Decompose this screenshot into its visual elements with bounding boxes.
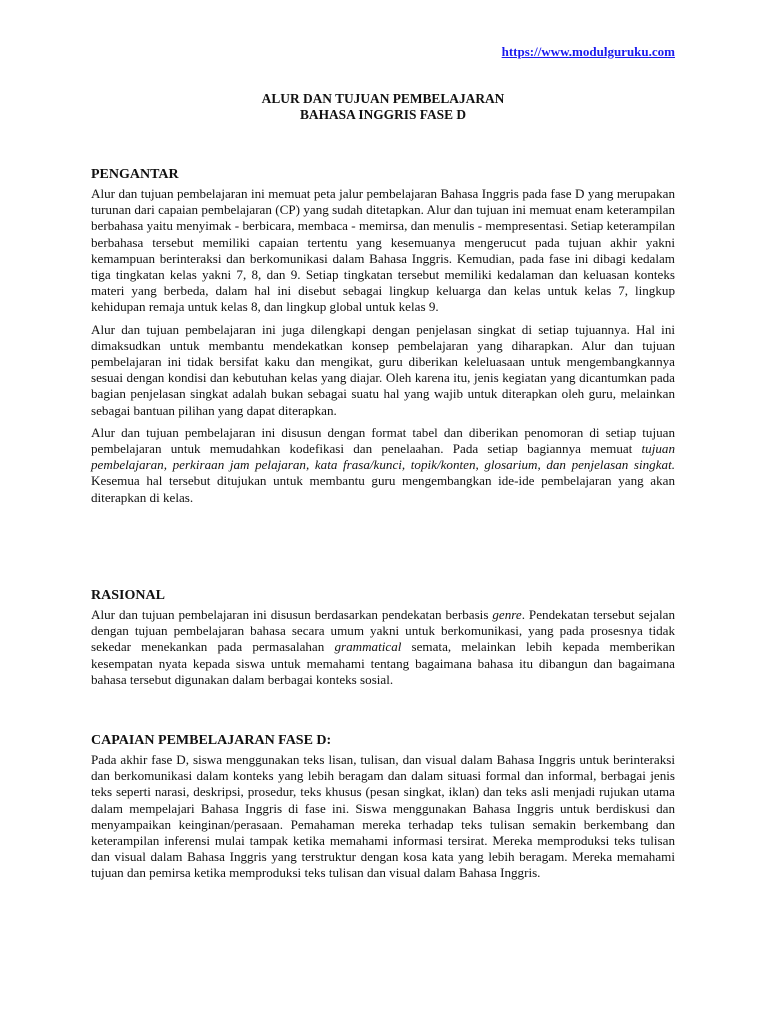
- rasional-text-genre: genre: [492, 607, 522, 622]
- pengantar-paragraph-2: Alur dan tujuan pembelajaran ini juga dilengkapi dengan penjelasan singkat di setiap tujuannya. Hal ini dimaksudkan untuk membantu mendekatkan konsep pembelajaran yang diharapkan. Alur dan tujuan pembelajaran ini tidak bersifat kaku dan mengikat, guru diberikan keleluasaan untuk mengembangkannya sesuai dengan kondisi dan kebutuhan kelas yang diajar. Oleh karena itu, jenis kegiatan yang dicantumkan pada bagian penjelasan singkat adalah bukan sebagai suatu hal yang wajib untuk diterapkan oleh guru, melainkan sebagai bantuan pilihan yang dapat diterapkan.: [91, 321, 675, 418]
- section-pengantar: [91, 166, 675, 512]
- header-website-link[interactable]: https://www.modulguruku.com: [501, 44, 675, 59]
- rasional-text-grammatical: grammatical: [334, 639, 402, 655]
- title-line-2: BAHASA INGGRIS FASE D: [299, 107, 467, 122]
- pengantar-paragraph-3: [91, 425, 675, 506]
- title-line-1: ALUR DAN TUJUAN PEMBELAJARAN: [261, 91, 505, 106]
- section-heading-rasional: RASIONAL: [91, 588, 165, 603]
- rasional-text-c: semata, melainkan lebih kepada memberikan kesempatan nyata kepada siswa untuk memahami tentang bagaimana bahasa itu dibangun dan bagaimana bahasa tersebut digunakan dalam berbagai konteks sosial.: [91, 639, 675, 687]
- document-title: [91, 91, 675, 123]
- section-heading-capaian: CAPAIAN PEMBELAJARAN FASE D:: [91, 733, 332, 748]
- section-capaian: [91, 732, 675, 888]
- p3-text-italic: tujuan pembelajaran, perkiraan jam pelajaran, kata frasa/kunci, topik/konten, glosarium, dan penjelasan singkat.: [91, 441, 675, 473]
- section-rasional: [91, 587, 675, 694]
- p3-text-start: Alur dan tujuan pembelajaran ini disusun dengan format tabel dan diberikan penomoran di setiap tujuan pembelajaran untuk memudahkan kodefikasi dan penelaahan. Pada setiap bagiannya memuat: [91, 424, 675, 457]
- pengantar-paragraph-1: Alur dan tujuan pembelajaran ini memuat peta jalur pembelajaran Bahasa Inggris pada fase D yang merupakan turunan dari capaian pembelajaran (CP) yang sudah ditetapkan. Alur dan tujuan ini memuat enam keterampilan berbahasa yaitu menyimak - berbicara, membaca - memirsa, dan menulis - mempresentasi. Setiap keterampilan berbahasa tersebut memiliki capaian tertentu yang kesemuanya mengerucut pada tujuan akhir yakni kemampuan berinteraksi dan berkomunikasi dalam Bahasa Inggris. Kemudian, pada fase ini dibagi kedalam tiga tingkatan kelas yakni 7, 8, dan 9. Setiap tingkatan tersebut memiliki kedalaman dan keluasan konteks materi yang berbeda, dalam hal ini disebut sebagai lingkup keluarga dan kelas untuk kelas 7, lingkup kehidupan remaja untuk kelas 8, dan lingkup global untuk kelas 9.: [91, 186, 675, 315]
- rasional-paragraph-1: [91, 607, 675, 688]
- rasional-text-b: . Pendekatan tersebut sejalan dengan tujuan pembelajaran bahasa secara umum yakni untuk berkomunikasi, yang pada prosesnya tidak sekedar menekankan pada permasalahan: [91, 607, 675, 655]
- section-heading-pengantar: PENGANTAR: [91, 167, 179, 182]
- rasional-text-a: Alur dan tujuan pembelajaran ini disusun berdasarkan pendekatan berbasis: [91, 607, 493, 622]
- p3-text-end: Kesemua hal tersebut ditujukan untuk membantu guru mengembangkan ide-ide pembelajaran yang akan diterapkan di kelas.: [91, 473, 675, 505]
- capaian-paragraph-1: Pada akhir fase D, siswa menggunakan teks lisan, tulisan, dan visual dalam Bahasa Inggris untuk berinteraksi dan berkomunikasi dalam konteks yang lebih beragam dan dalam situasi formal dan informal, berbagai jenis teks seperti narasi, deskripsi, prosedur, teks khusus (pesan singkat, iklan) dan teks asli menjadi rujukan utama dalam mempelajari Bahasa Inggris di fase ini. Siswa menggunakan Bahasa Inggris untuk berdiskusi dan menyampaikan keinginan/perasaan. Pemahaman mereka terhadap teks tulisan semakin berkembang dan keterampilan inferensi mulai tampak ketika memahami informasi tersirat. Mereka memproduksi teks tulisan dan visual dalam Bahasa Inggris yang terstruktur dengan kosa kata yang lebih beragam. Mereka memahami tujuan dan pemirsa ketika memproduksi teks tulisan dan visual dalam Bahasa Inggris.: [91, 752, 675, 881]
